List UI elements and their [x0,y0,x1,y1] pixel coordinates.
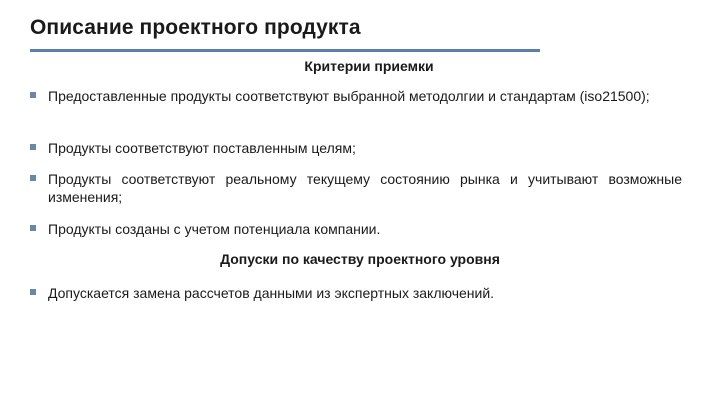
square-bullet-icon [30,289,36,295]
list-item [30,284,682,302]
title-underline [30,49,540,52]
list-item [30,87,682,105]
list-item-text: Продукты соответствуют поставленным целям; [48,140,356,156]
list-item [30,139,682,157]
list-item-text: Продукты соответствуют реальному текущему состоянию рынка и учитывают возможные изменения; [48,171,682,205]
square-bullet-icon [30,144,36,150]
square-bullet-icon [30,92,36,98]
list-item-text: Предоставленные продукты соответствуют выбранной методолгии и стандартам (iso21500); [48,88,650,104]
slide-title: Описание проектного продукта [30,16,361,39]
square-bullet-icon [30,225,36,231]
list-item [30,220,682,238]
square-bullet-icon [30,175,36,181]
list-item-text: Продукты созданы с учетом потенциала компании. [48,221,381,237]
list-item [30,170,682,206]
section-heading-acceptance-criteria: Критерии приемки [304,58,434,74]
list-item-text: Допускается замена рассчетов данными из экспертных заключений. [48,285,495,301]
section-heading-quality-tolerances: Допуски по качеству проектного уровня [220,251,500,267]
